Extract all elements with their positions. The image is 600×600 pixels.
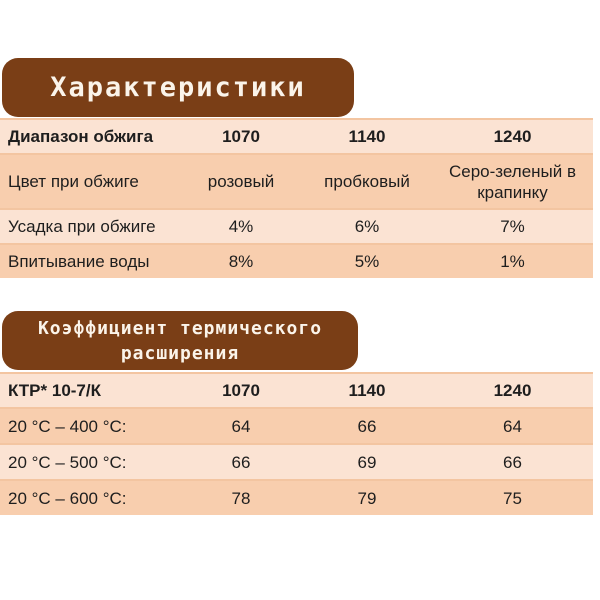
- column-header-1240: 1240: [493, 127, 532, 146]
- cell-value: 64: [231, 416, 251, 436]
- row-label: Диапазон обжига: [8, 127, 154, 146]
- table-row-water-absorption: [0, 243, 593, 278]
- row-label: Усадка при обжиге: [8, 217, 156, 236]
- column-header-1140: 1140: [348, 127, 386, 146]
- cell-value: пробковый: [324, 172, 410, 191]
- cell-value: 1%: [500, 252, 525, 271]
- cell-value: 78: [231, 488, 251, 508]
- row-label: 20 °C – 600 °C:: [8, 488, 127, 508]
- column-header-1070: 1070: [222, 127, 260, 146]
- row-label: Цвет при обжиге: [8, 172, 139, 191]
- column-header-1240: 1240: [493, 381, 532, 400]
- table-row-600: [0, 479, 593, 515]
- cell-value: розовый: [207, 172, 275, 191]
- column-header-1070: 1070: [222, 381, 260, 400]
- cell-value: 7%: [500, 217, 525, 236]
- table-row-400: [0, 407, 593, 443]
- cell-value: 66: [231, 452, 251, 472]
- cell-value: 8%: [228, 252, 254, 271]
- table-row-color: [0, 153, 593, 208]
- column-header-1140: 1140: [348, 381, 386, 400]
- row-label: 20 °C – 500 °C:: [8, 452, 127, 472]
- section-header-characteristics: [2, 58, 354, 117]
- cell-value: 6%: [354, 217, 380, 236]
- cell-value: 66: [357, 416, 377, 436]
- cell-value: 79: [357, 488, 377, 508]
- cell-value: 66: [503, 452, 522, 472]
- row-label: КТР* 10-7/К: [8, 381, 101, 400]
- table-header-row: [0, 118, 593, 153]
- section-title: Характеристики: [50, 72, 306, 103]
- cell-value: 75: [503, 488, 522, 508]
- table-row-shrinkage: [0, 208, 593, 243]
- cell-value: Серо-зеленый в крапинку: [448, 161, 577, 202]
- row-label: Впитывание воды: [8, 252, 150, 271]
- section-title: Коэффициент термического расширения: [37, 317, 323, 364]
- cell-value: 69: [357, 452, 377, 472]
- cell-value: 64: [503, 416, 522, 436]
- row-label: 20 °C – 400 °C:: [8, 416, 127, 436]
- table-row-500: [0, 443, 593, 479]
- cell-value: 4%: [228, 217, 254, 236]
- cell-value: 5%: [354, 252, 380, 271]
- section-header-thermal-expansion: [2, 311, 358, 370]
- thermal-expansion-table: [0, 372, 593, 515]
- characteristics-table: [0, 118, 593, 278]
- table-header-row: [0, 372, 593, 407]
